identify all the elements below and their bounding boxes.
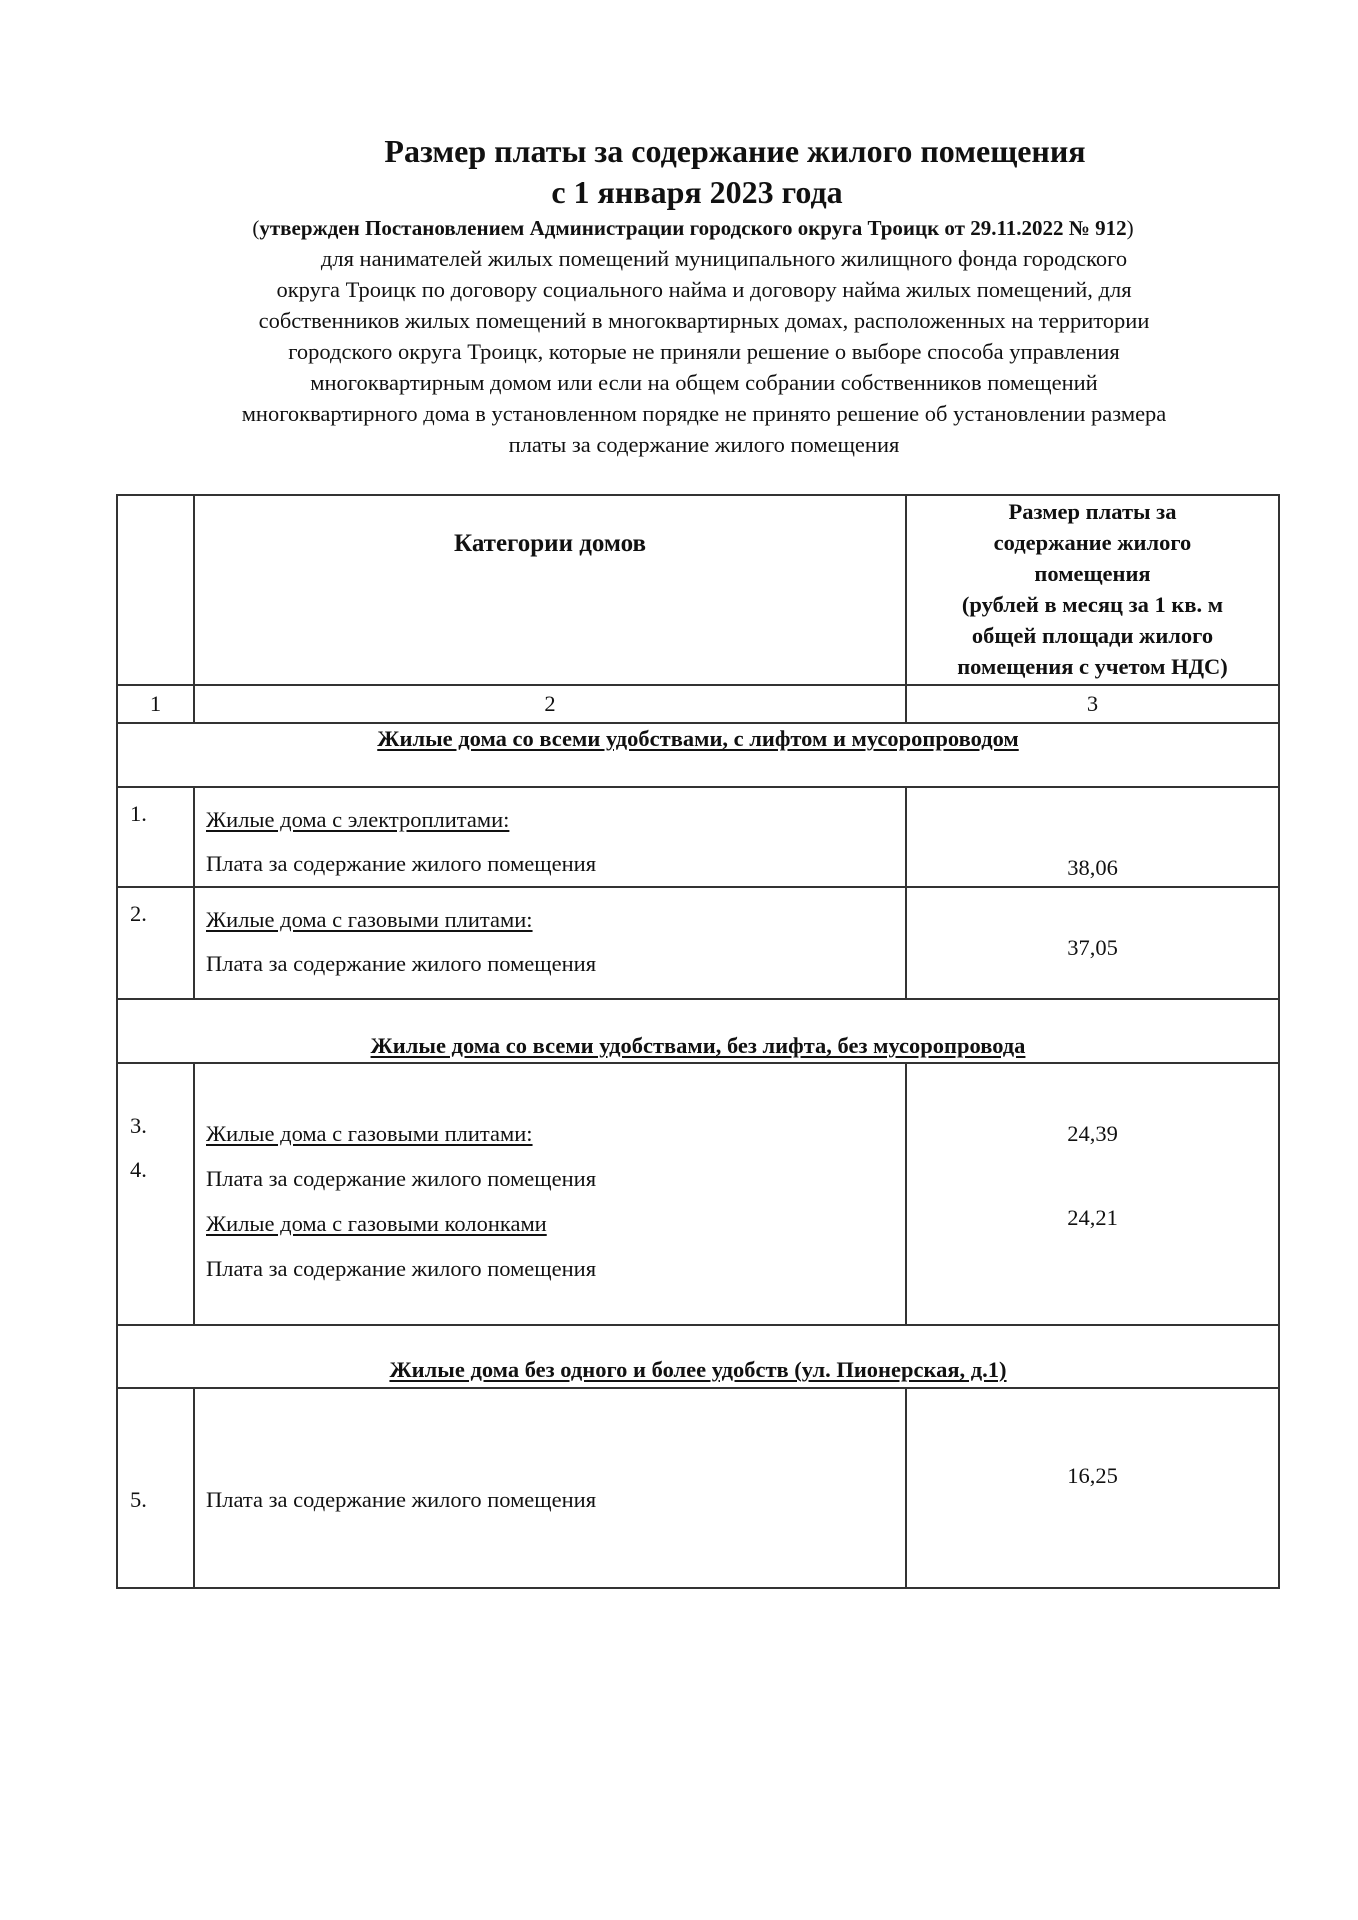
- row-value: 16,25: [1067, 1463, 1118, 1488]
- row-number: 2.: [130, 901, 147, 926]
- page-title: Размер платы за содержание жилого помещения: [384, 133, 1086, 169]
- intro-line: собственников жилых помещений в многоквартирных домах, расположенных на территории: [258, 308, 1150, 333]
- row-border: [116, 786, 1280, 788]
- col-divider: [905, 1063, 907, 1325]
- row-number: 5.: [130, 1487, 147, 1512]
- col-divider: [905, 787, 907, 998]
- row-border: [116, 886, 1280, 888]
- row-category: Жилые дома с электроплитами:: [206, 807, 510, 832]
- page-subtitle-date: с 1 января 2023 года: [551, 174, 843, 210]
- row-description: Плата за содержание жилого помещения: [206, 1487, 597, 1512]
- approval-close-paren: ): [1126, 216, 1134, 240]
- row-border: [116, 1587, 1280, 1589]
- col-divider: [193, 1063, 195, 1325]
- row-category: Жилые дома с газовыми плитами:: [206, 907, 533, 932]
- row-description: Плата за содержание жилого помещения: [206, 851, 597, 876]
- row-number: 1.: [130, 801, 147, 826]
- row-description: Плата за содержание жилого помещения: [206, 951, 597, 976]
- intro-line: для нанимателей жилых помещений муниципального жилищного фонда городского: [320, 246, 1128, 271]
- row-border: [116, 1062, 1280, 1064]
- section-title: Жилые дома со всеми удобствами, без лифта, без мусоропровода: [370, 1033, 1026, 1058]
- intro-paragraph: [130, 243, 1278, 460]
- intro-line: многоквартирного дома в установленном порядке не принято решение об установлении размера: [241, 401, 1167, 426]
- header-fee-size: [907, 496, 1278, 682]
- approval-decree: утвержден Постановлением Администрации городского округа Троицк от 29.11.2022 № 912: [259, 216, 1127, 240]
- row-value: 24,21: [1067, 1205, 1118, 1230]
- row-value: 24,39: [1067, 1121, 1118, 1146]
- header-fee-line: Размер платы за: [1008, 499, 1177, 524]
- row-border: [116, 684, 1280, 686]
- row-number: 3.: [130, 1113, 147, 1138]
- column-number-1: 1: [149, 691, 162, 716]
- header-fee-line: помещения с учетом НДС): [957, 654, 1228, 679]
- row-border: [116, 998, 1280, 1000]
- row-description: Плата за содержание жилого помещения: [206, 1256, 597, 1281]
- table-border-right: [1278, 494, 1280, 1589]
- row-number: 4.: [130, 1157, 147, 1182]
- row-border: [116, 1324, 1280, 1326]
- row-value: 37,05: [1067, 935, 1118, 960]
- header-fee-line: общей площади жилого: [971, 623, 1214, 648]
- row-value: 38,06: [1067, 855, 1118, 880]
- col-divider: [193, 494, 195, 722]
- header-fee-line: (рублей в месяц за 1 кв. м: [961, 592, 1224, 617]
- intro-line: городского округа Троицк, которые не приняли решение о выборе способа управления: [288, 339, 1120, 364]
- column-number-3: 3: [1086, 691, 1099, 716]
- intro-line: многоквартирным домом или если на общем собрании собственников помещений: [310, 370, 1098, 395]
- intro-line: округа Троицк по договору социального найма и договору найма жилых помещений, для: [276, 277, 1132, 302]
- col-divider: [193, 787, 195, 998]
- column-number-2: 2: [544, 691, 556, 716]
- approval-open-paren: (: [252, 216, 260, 240]
- row-border: [116, 722, 1280, 724]
- header-categories: Категории домов: [454, 530, 646, 557]
- row-description: Плата за содержание жилого помещения: [206, 1166, 597, 1191]
- col-divider: [193, 1388, 195, 1588]
- row-border: [116, 1387, 1280, 1389]
- header-fee-line: помещения: [1034, 561, 1151, 586]
- approval-note: [0, 214, 1358, 242]
- section-title: Жилые дома со всеми удобствами, с лифтом и мусоропроводом: [377, 726, 1019, 751]
- header-fee-line: содержание жилого: [993, 530, 1192, 555]
- intro-line: платы за содержание жилого помещения: [508, 432, 900, 457]
- row-category: Жилые дома с газовыми колонками: [206, 1211, 547, 1236]
- row-category: Жилые дома с газовыми плитами:: [206, 1121, 533, 1146]
- section-title: Жилые дома без одного и более удобств (ул. Пионерская, д.1): [389, 1357, 1007, 1382]
